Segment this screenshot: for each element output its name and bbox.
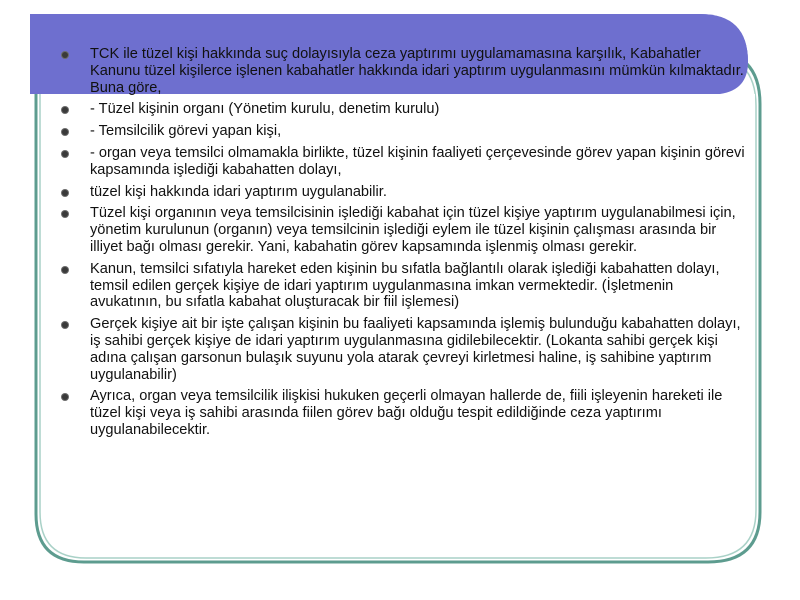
bullet-text: - organ veya temsilci olmamakla birlikte, tüzel kişinin faaliyeti çerçevesinde görev yapan kişinin görevi kapsamında işlediği kabahatten dolayı, [90,144,745,178]
bullet-icon [62,267,68,273]
bullet-list [58,46,748,439]
slide-content [58,46,748,444]
list-item [58,184,748,201]
bullet-text: tüzel kişi hakkında idari yaptırım uygulanabilir. [90,183,387,200]
bullet-text: Tüzel kişi organının veya temsilcisinin işlediği kabahat için tüzel kişiye yaptırım uygulanabilmesi için, yönetim kurulunun (organın) veya temsilcinin işlediği eylem ile tüzel kişinin çalışması arasında bir illiyet bağı olması gerekir. Yani, kabahatin görev kapsamında işlenmiş olması gerekir. [90,205,736,255]
list-item [58,316,748,383]
list-item [58,145,748,179]
bullet-icon [62,211,68,217]
list-item [58,205,748,255]
bullet-text: Kanun, temsilci sıfatıyla hareket eden kişinin bu sıfatla bağlantılı olarak işlediği kabahatten dolayı, temsil edilen gerçek kişiye de idari yaptırım uygulanmasına imkan vermektedir. (İşletmenin avukatının, bu sıfatla kabahat oluşturacak bir fiil işlemesi) [90,260,720,311]
list-item [58,388,748,438]
bullet-icon [62,151,68,157]
bullet-icon [62,394,68,400]
bullet-text: TCK ile tüzel kişi hakkında suç dolayısıyla ceza yaptırımı uygulamamasına karşılık, Kabahatler Kanunu tüzel kişilerce işlenen kabahatler hakkında idari yaptırım uygulanmasını mümkün kılmaktadır. Buna göre, [90,46,744,96]
bullet-icon [62,52,68,58]
bullet-text: Ayrıca, organ veya temsilcilik ilişkisi hukuken geçerli olmayan hallerde de, fiili işleyenin hareketi ile tüzel kişi veya iş sahibi arasında fiilen görev bağı olduğu tespit edildiğinde ceza yaptırımı uygulanabilecektir. [90,388,723,438]
list-item [58,101,748,118]
list-item [58,46,748,96]
bullet-text: - Temsilcilik görevi yapan kişi, [90,123,282,140]
bullet-icon [62,190,68,196]
bullet-icon [62,322,68,328]
bullet-icon [62,129,68,135]
list-item [58,123,748,140]
bullet-text: Gerçek kişiye ait bir işte çalışan kişinin bu faaliyeti kapsamında işlemiş bulunduğu kabahatten dolayı, iş sahibi gerçek kişiye de idari yaptırım uygulanmasına gidilebilecektir. (Lokanta sahibi gerçek kişi adına çalışan garsonun bulaşık suyunu yola atarak çevreyi kirletmesi haline, iş sahibine yaptırım uygulanabilir) [90,316,741,383]
bullet-text: - Tüzel kişinin organı (Yönetim kurulu, denetim kurulu) [90,101,440,118]
list-item [58,261,748,311]
bullet-icon [62,107,68,113]
